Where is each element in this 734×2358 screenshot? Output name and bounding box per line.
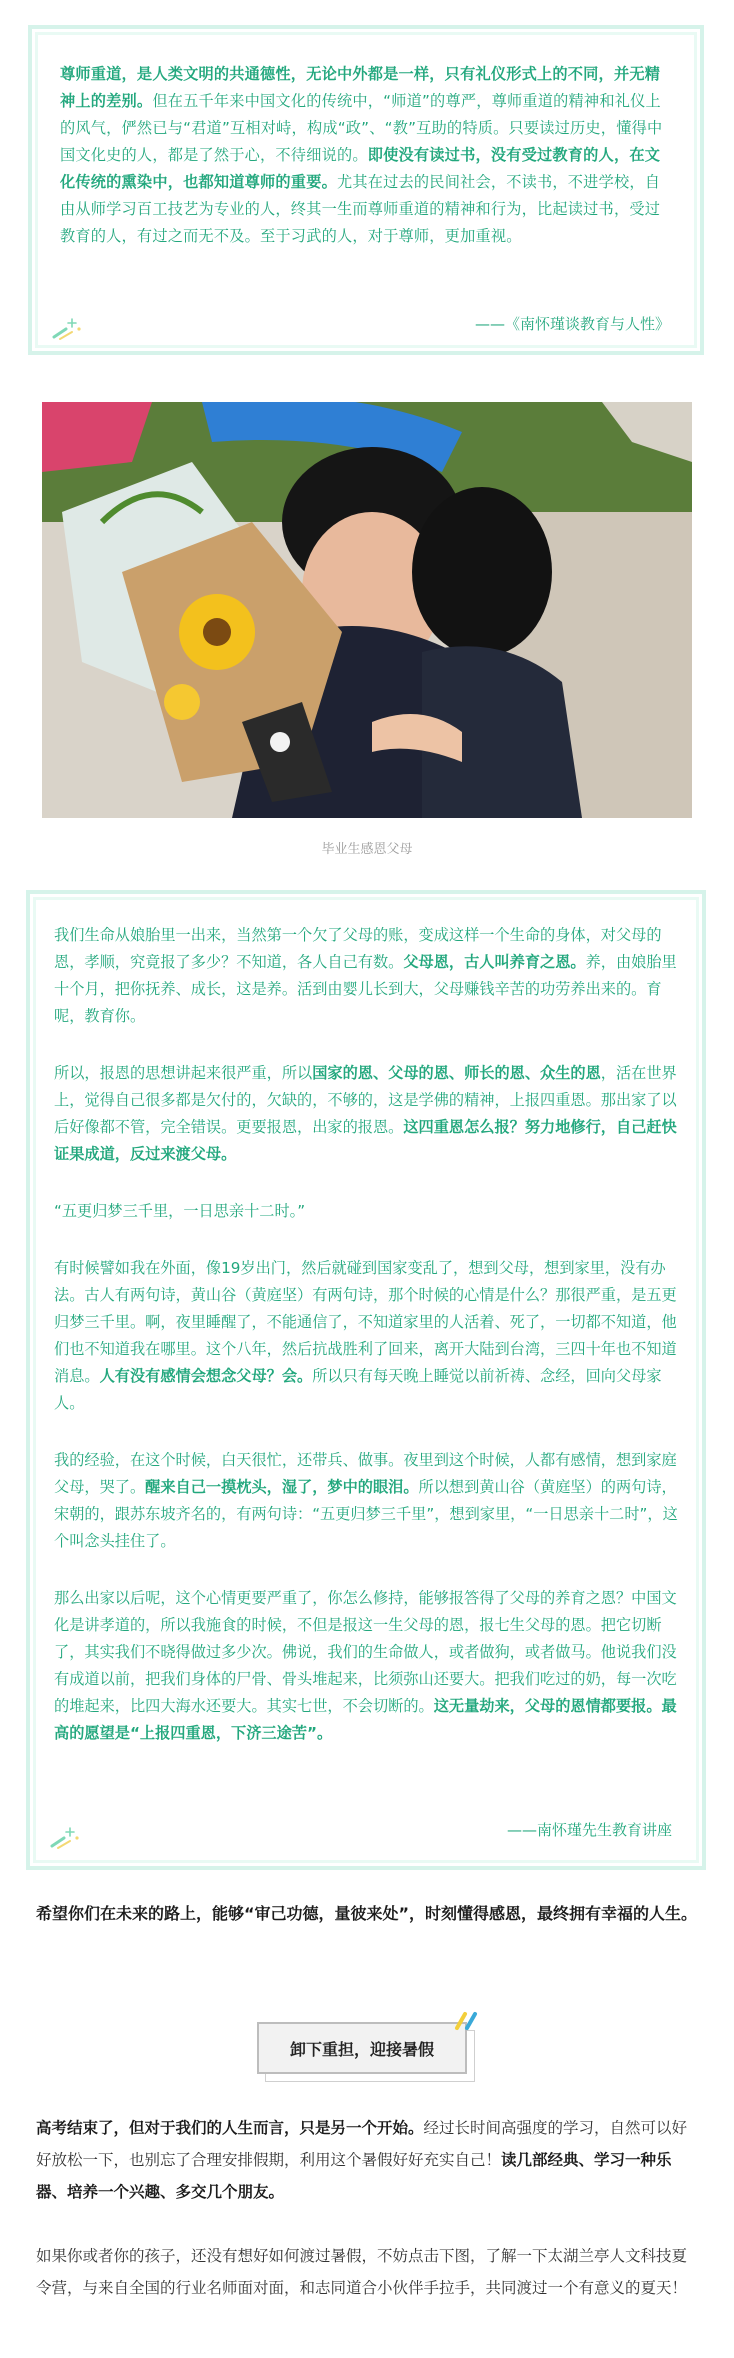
story-body: 所以想到黄山谷（黄庭坚）的两句诗，宋朝的，跟苏东坡齐名的，有两句诗：“五更归梦三千里”，想到家里，“一日思亲十二时”，这个叫念头挂住了。 xyxy=(54,1478,678,1550)
story-emphasis: 这四重恩怎么报？努力地修行，自己赶快证果成道，反过来渡父母。 xyxy=(54,1118,677,1163)
quote-text xyxy=(60,61,672,250)
story-text xyxy=(54,922,678,1777)
story-paragraph xyxy=(54,1060,678,1168)
story-emphasis: 父母恩，古人叫养育之恩。 xyxy=(403,953,586,971)
hug-image xyxy=(42,402,692,818)
story-body: 我们生命从娘胎里一出来，当然第一个欠了父母的账，变成这样一个生命的身体，对父母的恩，孝顺，究竟报了多少？不知道，各人自己有数。 xyxy=(54,926,662,971)
quote-emphasis: 即使没有读过书，没有受过教育的人，在文化传统的熏染中，也都知道尊师的重要。 xyxy=(60,146,661,191)
photo-caption: 毕业生感恩父母 xyxy=(321,842,413,857)
section-heading-label: 卸下重担，迎接暑假 xyxy=(257,2022,467,2074)
story-emphasis: 国家的恩、父母的恩、师长的恩、众生的恩 xyxy=(312,1064,601,1082)
story-paragraph xyxy=(54,922,678,1030)
sparkle-icon xyxy=(50,315,84,341)
summer-emphasis: 读几部经典、学习一种乐器、培养一个兴趣、多交几个朋友。 xyxy=(36,2151,672,2201)
story-box xyxy=(26,890,706,1870)
story-paragraph xyxy=(54,1585,678,1747)
graduation-photo xyxy=(42,402,692,818)
story-attribution: ——南怀瑾先生教育讲座 xyxy=(506,1821,672,1839)
quote-body: 但在五千年来中国文化的传统中，“师道”的尊严，尊师重道的精神和礼仪上的风气，俨然已与“君道”互相对峙，构成“政”、“教”互助的特质。只要读过历史，懂得中国文化史的人，都是了然于心，不待细说的。 xyxy=(60,92,663,164)
closing-wish: 希望你们在未来的路上，能够“审己功德，量彼来处”，时刻懂得感恩，最终拥有幸福的人生。 xyxy=(36,1904,698,1923)
story-body: 那么出家以后呢，这个心情更要严重了，你怎么修持，能够报答得了父母的养育之恩？中国文化是讲孝道的，所以我施食的时候，不但是报这一生父母的恩，报七生父母的恩。把它切断了，其实我们不晓得做过多少次。佛说，我们的生命做人，或者做狗，或者做马。他说我们没有成道以前，把我们身体的尸骨、骨头堆起来，比须弥山还要大。把我们吃过的奶，每一次吃的堆起来，比四大海水还要大。其实七世，不会切断的。 xyxy=(54,1589,677,1715)
quote-emphasis: 尊师重道，是人类文明的共通德性，无论中外都是一样，只有礼仪形式上的不同，并无精神上的差别。 xyxy=(60,65,661,110)
story-body: 我的经验，在这个时候，白天很忙，还带兵、做事。夜里到这个时候，人都有感情，想到家庭父母，哭了。 xyxy=(54,1451,677,1496)
quote-attribution: ——《南怀瑾谈教育与人性》 xyxy=(474,315,670,333)
quote-box xyxy=(28,25,704,355)
story-body: 所以，报恩的思想讲起来很严重，所以 xyxy=(54,1064,313,1082)
story-verse: “五更归梦三千里，一日思亲十二时。” xyxy=(54,1202,306,1220)
summer-emphasis: 高考结束了，但对于我们的人生而言，只是另一个开始。 xyxy=(36,2119,424,2137)
story-paragraph xyxy=(54,1255,678,1417)
sparkle-icon xyxy=(48,1824,82,1850)
summer-camp-paragraph: 如果你或者你的孩子，还没有想好如何渡过暑假，不妨点击下图，了解一下太湖兰亭人文科技夏令营，与来自全国的行业名师面对面，和志同道合小伙伴手拉手，共同渡过一个有意义的夏天！ xyxy=(36,2247,688,2297)
story-body: 养，由娘胎里十个月，把你抚养、成长，这是养。活到由婴儿长到大，父母赚钱辛苦的功劳养出来的。育呢，教育你。 xyxy=(54,953,677,1025)
story-body: 所以只有每天晚上睡觉以前祈祷、念经，回向父母家人。 xyxy=(54,1367,662,1412)
quote-body: 尤其在过去的民间社会，不读书，不进学校，自由从师学习百工技艺为专业的人，终其一生而尊师重道的精神和行为，比起读过书，受过教育的人，有过之而无不及。至于习武的人，对于尊师，更加重视。 xyxy=(60,173,661,245)
story-emphasis: 人有没有感情会想念父母？会。 xyxy=(99,1367,313,1385)
story-body: ，活在世界上，觉得自己很多都是欠付的，欠缺的，不够的，这是学佛的精神，上报四重恩。那出家了以后好像都不管，完全错误。更要报恩，出家的报恩。 xyxy=(54,1064,677,1136)
section-heading xyxy=(257,2010,477,2080)
story-body: 有时候譬如我在外面，像19岁出门，然后就碰到国家变乱了，想到父母，想到家里，没有办法。古人有两句诗，黄山谷（黄庭坚）有两句诗，那个时候的心情是什么？那很严重，是五更归梦三千里。啊，夜里睡醒了，不能通信了，不知道家里的人活着、死了，一切都不知道，他们也不知道我在哪里。这个八年，然后抗战胜利了回来，离开大陆到台湾，三四十年也不知道消息。 xyxy=(54,1259,677,1385)
story-emphasis: 这无量劫来，父母的恩情都要报。最高的愿望是“上报四重恩，下济三途苦”。 xyxy=(54,1697,677,1742)
story-paragraph xyxy=(54,1447,678,1555)
summer-body: 经过长时间高强度的学习，自然可以好好放松一下，也别忘了合理安排假期，利用这个暑假好好充实自己！ xyxy=(36,2119,688,2169)
story-emphasis: 醒来自己一摸枕头，湿了，梦中的眼泪。 xyxy=(145,1478,419,1496)
slash-accent-icon xyxy=(451,2010,481,2032)
summer-paragraph xyxy=(36,2112,698,2208)
